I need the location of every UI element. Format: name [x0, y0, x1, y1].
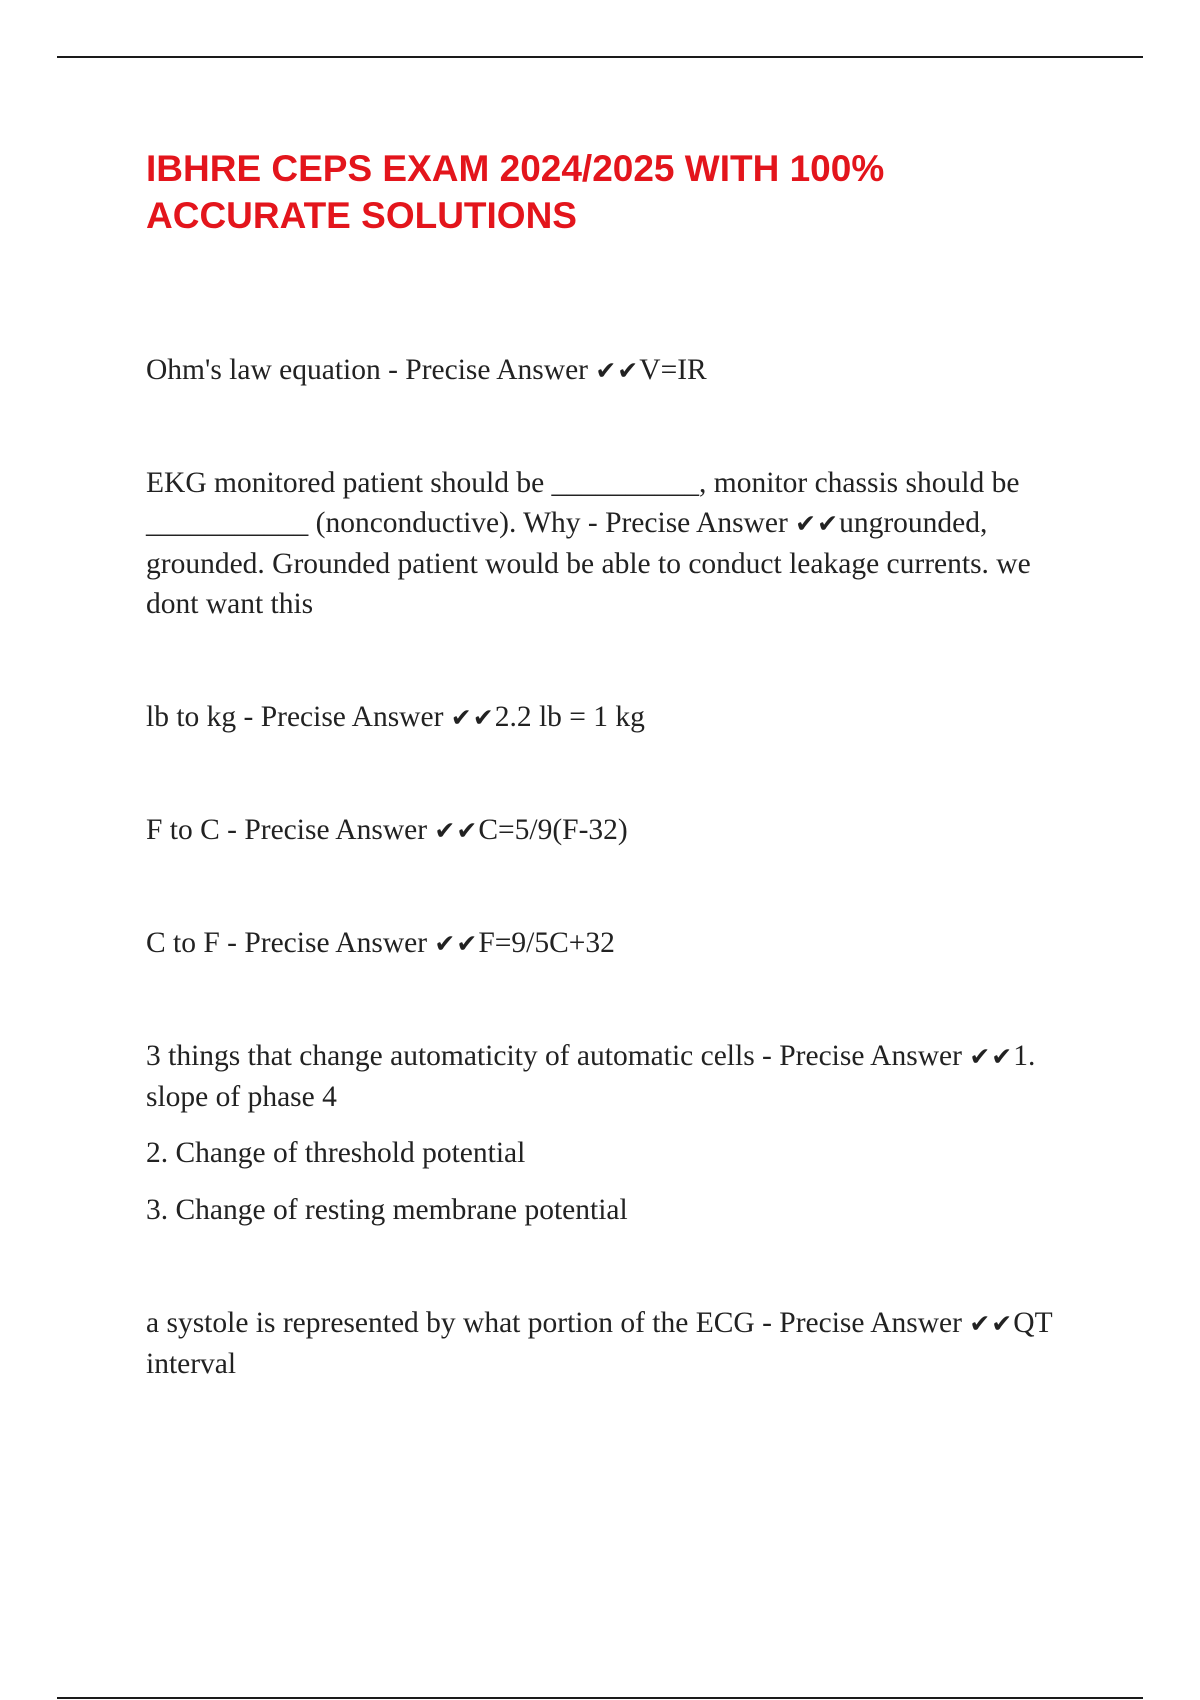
answer-text: V=IR: [639, 354, 707, 386]
question-text: lb to kg - Precise Answer: [146, 701, 451, 733]
question-text: C to F - Precise Answer: [146, 927, 435, 959]
check-mark-icon: ✔✔: [434, 816, 479, 845]
check-mark-icon: ✔✔: [969, 1309, 1014, 1338]
check-mark-icon: ✔✔: [450, 703, 495, 732]
question-text: EKG monitored patient should be __________, monitor chassis should be ___________ (nonconductive). Why - Precise Answer: [146, 467, 1020, 539]
check-mark-icon: ✔✔: [969, 1042, 1014, 1071]
answer-text: QT interval: [146, 1307, 1053, 1380]
answer-text: F=9/5C+32: [478, 927, 615, 959]
document-title: IBHRE CEPS EXAM 2024/2025 WITH 100% ACCURATE SOLUTIONS: [146, 148, 885, 236]
qa-item-ohms-law: [146, 350, 1086, 391]
answer-text: C=5/9(F-32): [478, 814, 628, 846]
question-text: a systole is represented by what portion of the ECG - Precise Answer: [146, 1307, 970, 1339]
check-mark-icon: ✔✔: [434, 929, 479, 958]
question-text: F to C - Precise Answer: [146, 814, 435, 846]
qa-item-c-to-f: [146, 923, 1086, 964]
answer-text: ungrounded, grounded. Grounded patient would be able to conduct leakage currents. we dont want this: [146, 507, 1031, 620]
qa-item-lb-to-kg: [146, 697, 1086, 738]
bottom-rule: [57, 1697, 1143, 1699]
answer-text: 2.2 lb = 1 kg: [494, 701, 645, 733]
question-text: Ohm's law equation - Precise Answer: [146, 354, 596, 386]
qa-item-f-to-c: [146, 810, 1086, 851]
qa-item-automaticity: [146, 1036, 1086, 1117]
question-text: 3 things that change automaticity of automatic cells - Precise Answer: [146, 1040, 970, 1072]
answer-list-item: 3. Change of resting membrane potential: [146, 1194, 628, 1226]
qa-item-ekg-grounding: [146, 463, 1086, 624]
answer-list-item: 2. Change of threshold potential: [146, 1137, 526, 1169]
answer-text: 1. slope of phase 4: [146, 1040, 1036, 1113]
top-rule: [57, 56, 1143, 58]
check-mark-icon: ✔✔: [595, 356, 640, 385]
qa-item-systole: [146, 1303, 1086, 1384]
check-mark-icon: ✔✔: [795, 509, 840, 538]
